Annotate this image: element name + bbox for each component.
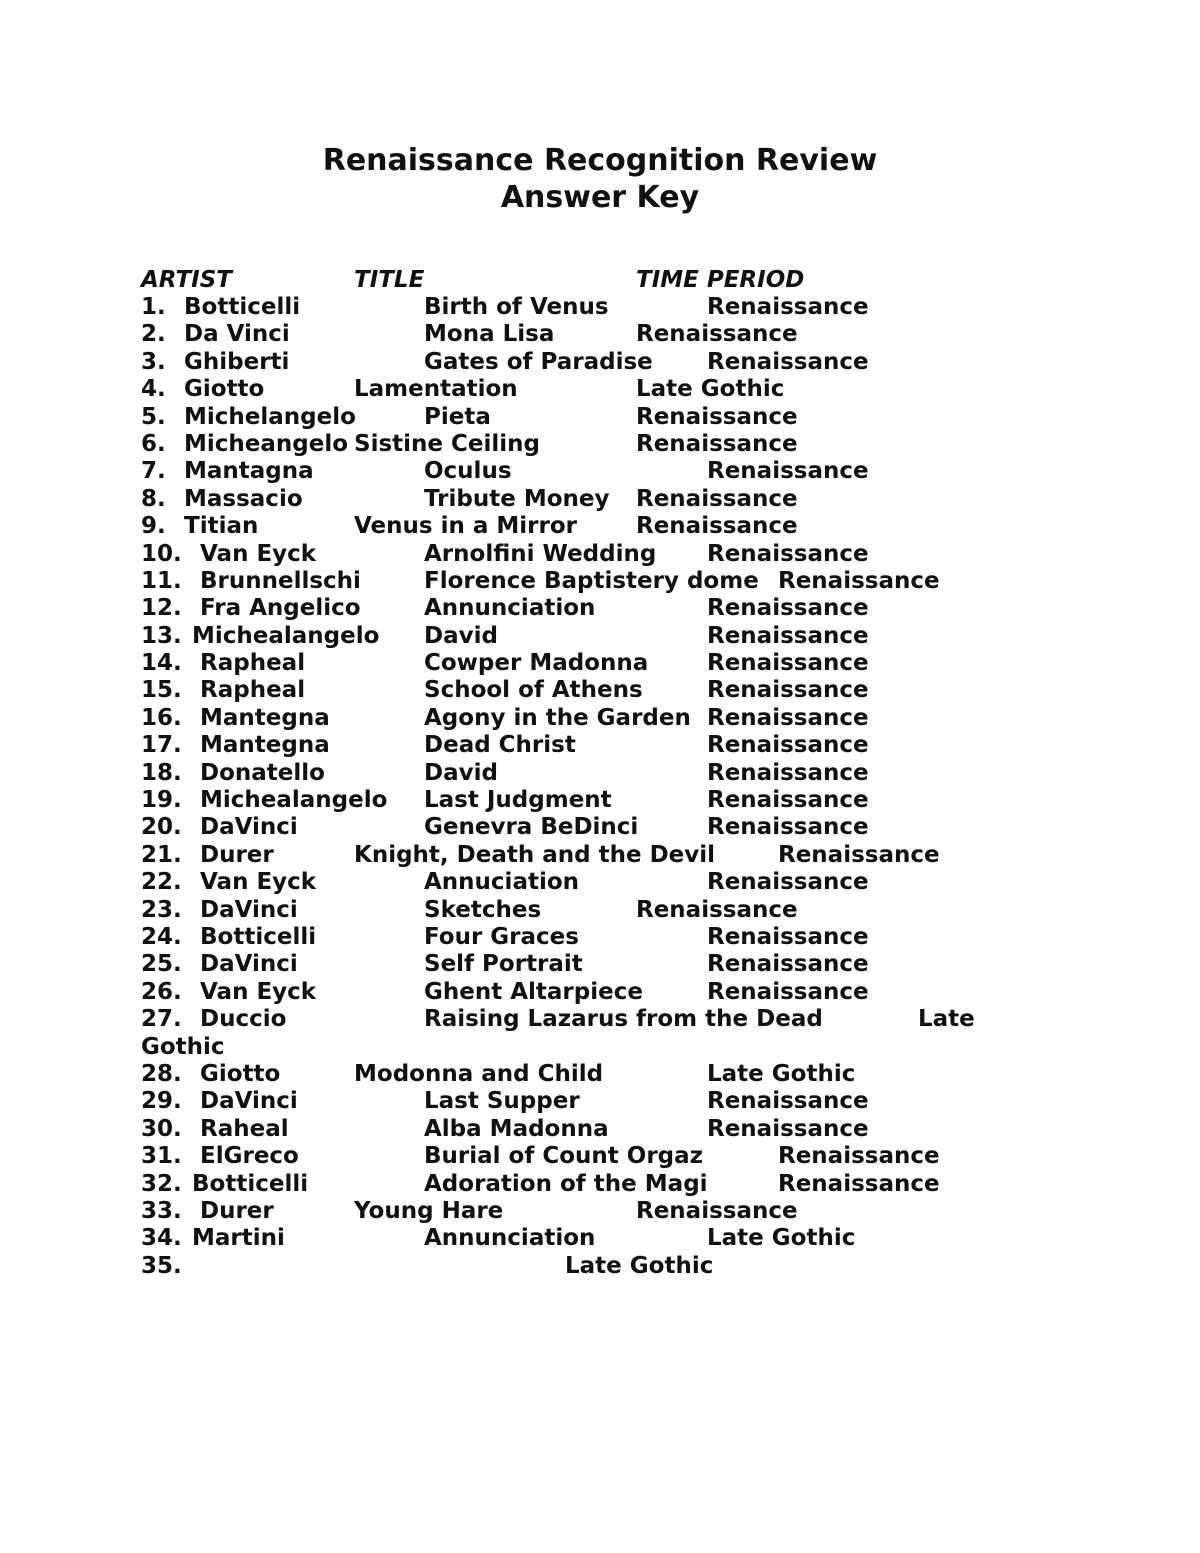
row-number: 31. — [141, 1143, 182, 1170]
answer-row — [0, 1225, 1200, 1252]
answer-row — [0, 1143, 1200, 1170]
row-number: 9. — [141, 513, 166, 540]
artwork-title: Last Judgment — [424, 787, 612, 814]
answer-row — [0, 321, 1200, 348]
row-number: 3. — [141, 348, 166, 375]
artwork-title: Annunciation — [424, 1225, 596, 1252]
answer-row — [0, 1006, 1200, 1061]
time-period: Renaissance — [707, 759, 869, 786]
time-period: Renaissance — [707, 978, 869, 1005]
artist-name: Brunnellschi — [200, 567, 361, 594]
answer-row — [0, 294, 1200, 321]
row-number: 10. — [141, 540, 182, 567]
artist-name: Van Eyck — [200, 978, 317, 1005]
artwork-title: Alba Madonna — [424, 1115, 609, 1142]
row-number: 16. — [141, 704, 182, 731]
artwork-title: Florence Baptistery dome — [424, 567, 759, 594]
artist-name: Durer — [200, 841, 274, 868]
artist-name: Mantegna — [200, 732, 330, 759]
row-number: 7. — [141, 458, 166, 485]
answer-row — [0, 376, 1200, 403]
artist-name: Martini — [192, 1225, 285, 1252]
artwork-title: Four Graces — [424, 923, 579, 950]
answer-row — [0, 1198, 1200, 1225]
artist-name: DaVinci — [200, 951, 298, 978]
time-period: Renaissance — [636, 430, 798, 457]
answer-row — [0, 924, 1200, 951]
artwork-title: Annuciation — [424, 869, 580, 896]
artist-name: Fra Angelico — [200, 595, 361, 622]
answer-row — [0, 1253, 1200, 1280]
time-period: Renaissance — [707, 869, 869, 896]
artwork-title: Agony in the Garden — [424, 704, 691, 731]
answer-row — [0, 787, 1200, 814]
artwork-title: Pieta — [424, 403, 491, 430]
title-line-1: Renaissance Recognition Review — [322, 143, 878, 178]
time-period: Renaissance — [636, 1197, 798, 1224]
row-number: 24. — [141, 923, 182, 950]
time-period: Renaissance — [778, 1143, 940, 1170]
row-number: 33. — [141, 1197, 182, 1224]
row-number: 20. — [141, 814, 182, 841]
artwork-title: Birth of Venus — [424, 294, 609, 320]
answer-row — [0, 541, 1200, 568]
title-line-2: Answer Key — [500, 180, 700, 215]
artist-name: Da Vinci — [184, 321, 290, 348]
time-period: Renaissance — [636, 321, 798, 348]
artist-name: Giotto — [200, 1060, 281, 1087]
row-number: 27. — [141, 1006, 182, 1033]
answer-row — [0, 760, 1200, 787]
row-number: 8. — [141, 485, 166, 512]
time-period: Late Gothic — [707, 1060, 856, 1087]
time-period: Renaissance — [707, 622, 869, 649]
artist-name: Van Eyck — [200, 869, 317, 896]
answer-row — [0, 1061, 1200, 1088]
time-period: Renaissance — [778, 567, 940, 594]
artwork-title: School of Athens — [424, 677, 643, 704]
artwork-title: Arnolfini Wedding — [424, 540, 657, 567]
row-number: 28. — [141, 1060, 182, 1087]
time-period: Renaissance — [707, 677, 869, 704]
artist-name: Michealangelo — [192, 622, 380, 649]
time-period: Renaissance — [707, 595, 869, 622]
artwork-title: Modonna and Child — [354, 1060, 604, 1087]
artwork-title: Oculus — [424, 458, 512, 485]
artist-name: Duccio — [200, 1006, 287, 1033]
answer-row — [0, 623, 1200, 650]
artist-name: Donatello — [200, 759, 325, 786]
row-number: 21. — [141, 841, 182, 868]
row-number: 17. — [141, 732, 182, 759]
row-number: 11. — [141, 567, 182, 594]
row-number: 4. — [141, 376, 166, 403]
time-period: Renaissance — [707, 814, 869, 841]
artist-name: Rapheal — [200, 677, 306, 704]
row-number: 32. — [141, 1170, 182, 1197]
answer-row — [0, 458, 1200, 485]
time-period: Late — [918, 1006, 975, 1033]
artist-name: Botticelli — [192, 1170, 309, 1197]
artist-name: Mantegna — [200, 704, 330, 731]
artwork-title: Sistine Ceiling — [354, 430, 540, 457]
artist-name: Mantagna — [184, 458, 314, 485]
artwork-title: Young Hare — [354, 1197, 504, 1224]
row-number: 5. — [141, 403, 166, 430]
time-period: Late Gothic — [565, 1252, 714, 1279]
artist-name: Botticelli — [200, 923, 317, 950]
time-period: Renaissance — [707, 787, 869, 814]
artist-name: Raheal — [200, 1115, 289, 1142]
time-period: Renaissance — [707, 458, 869, 485]
time-period: Renaissance — [707, 951, 869, 978]
artist-name: Giotto — [184, 376, 265, 403]
answer-row — [0, 568, 1200, 595]
row-number: 13. — [141, 622, 182, 649]
column-header-artist: ARTIST — [141, 267, 232, 293]
artwork-title: Self Portrait — [424, 951, 583, 978]
artwork-title: Cowper Madonna — [424, 650, 649, 677]
answer-row — [0, 650, 1200, 677]
time-period: Renaissance — [707, 348, 869, 375]
artwork-title: Genevra BeDinci — [424, 814, 639, 841]
answer-row — [0, 869, 1200, 896]
artwork-title: Knight, Death and the Devil — [354, 841, 716, 868]
time-period: Renaissance — [636, 485, 798, 512]
row-number: 6. — [141, 430, 166, 457]
artwork-title: Last Supper — [424, 1088, 580, 1115]
time-period: Renaissance — [636, 896, 798, 923]
answer-row — [0, 595, 1200, 622]
artwork-title: Tribute Money — [424, 485, 610, 512]
time-period: Late Gothic — [707, 1225, 856, 1252]
document-title — [0, 142, 1200, 216]
time-period: Renaissance — [707, 1115, 869, 1142]
answer-row — [0, 404, 1200, 431]
row-number: 35. — [141, 1252, 182, 1279]
artist-name: Micheangelo — [184, 430, 349, 457]
artist-name: Titian — [184, 513, 259, 540]
time-period: Renaissance — [707, 650, 869, 677]
time-period-continued: Gothic — [141, 1033, 225, 1060]
artwork-title: Annunciation — [424, 595, 596, 622]
answer-row — [0, 677, 1200, 704]
artwork-title: Mona Lisa — [424, 321, 555, 348]
row-number: 1. — [141, 294, 166, 320]
answer-row — [0, 951, 1200, 978]
time-period: Late Gothic — [636, 376, 785, 403]
row-number: 29. — [141, 1088, 182, 1115]
column-header-title: TITLE — [354, 267, 425, 293]
answer-list — [0, 294, 1200, 1280]
row-number: 23. — [141, 896, 182, 923]
row-number: 22. — [141, 869, 182, 896]
artwork-title: Gates of Paradise — [424, 348, 653, 375]
time-period: Renaissance — [707, 923, 869, 950]
row-number: 19. — [141, 787, 182, 814]
artwork-title: Lamentation — [354, 376, 518, 403]
artist-name: DaVinci — [200, 814, 298, 841]
answer-row — [0, 513, 1200, 540]
artist-name: Botticelli — [184, 294, 301, 320]
artwork-title: Adoration of the Magi — [424, 1170, 708, 1197]
artist-name: DaVinci — [200, 1088, 298, 1115]
row-number: 34. — [141, 1225, 182, 1252]
answer-row — [0, 705, 1200, 732]
answer-row — [0, 842, 1200, 869]
artist-name: Van Eyck — [200, 540, 317, 567]
row-number: 18. — [141, 759, 182, 786]
artwork-title: Ghent Altarpiece — [424, 978, 643, 1005]
time-period: Renaissance — [707, 540, 869, 567]
artist-name: Michelangelo — [184, 403, 356, 430]
artwork-title: David — [424, 759, 498, 786]
time-period: Renaissance — [707, 704, 869, 731]
artwork-title: Sketches — [424, 896, 542, 923]
column-header-time-period: TIME PERIOD — [636, 267, 805, 293]
row-number: 26. — [141, 978, 182, 1005]
answer-row — [0, 897, 1200, 924]
answer-row — [0, 732, 1200, 759]
row-number: 25. — [141, 951, 182, 978]
answer-row — [0, 431, 1200, 458]
answer-row — [0, 1171, 1200, 1198]
time-period: Renaissance — [707, 294, 869, 320]
answer-row — [0, 1088, 1200, 1115]
time-period: Renaissance — [778, 841, 940, 868]
row-number: 15. — [141, 677, 182, 704]
artwork-title: Venus in a Mirror — [354, 513, 577, 540]
artwork-title: David — [424, 622, 498, 649]
time-period: Renaissance — [636, 403, 798, 430]
row-number: 12. — [141, 595, 182, 622]
row-number: 2. — [141, 321, 166, 348]
artist-name: Rapheal — [200, 650, 306, 677]
artist-name: ElGreco — [200, 1143, 299, 1170]
time-period: Renaissance — [778, 1170, 940, 1197]
artwork-title: Burial of Count Orgaz — [424, 1143, 704, 1170]
answer-row — [0, 1116, 1200, 1143]
answer-row — [0, 979, 1200, 1006]
answer-row — [0, 349, 1200, 376]
artist-name: Ghiberti — [184, 348, 290, 375]
artist-name: Michealangelo — [200, 787, 388, 814]
artwork-title: Raising Lazarus from the Dead — [424, 1006, 823, 1033]
artist-name: Massacio — [184, 485, 303, 512]
artist-name: Durer — [200, 1197, 274, 1224]
time-period: Renaissance — [636, 513, 798, 540]
answer-row — [0, 486, 1200, 513]
row-number: 30. — [141, 1115, 182, 1142]
time-period: Renaissance — [707, 1088, 869, 1115]
answer-row — [0, 814, 1200, 841]
time-period: Renaissance — [707, 732, 869, 759]
artwork-title: Dead Christ — [424, 732, 576, 759]
artist-name: DaVinci — [200, 896, 298, 923]
row-number: 14. — [141, 650, 182, 677]
